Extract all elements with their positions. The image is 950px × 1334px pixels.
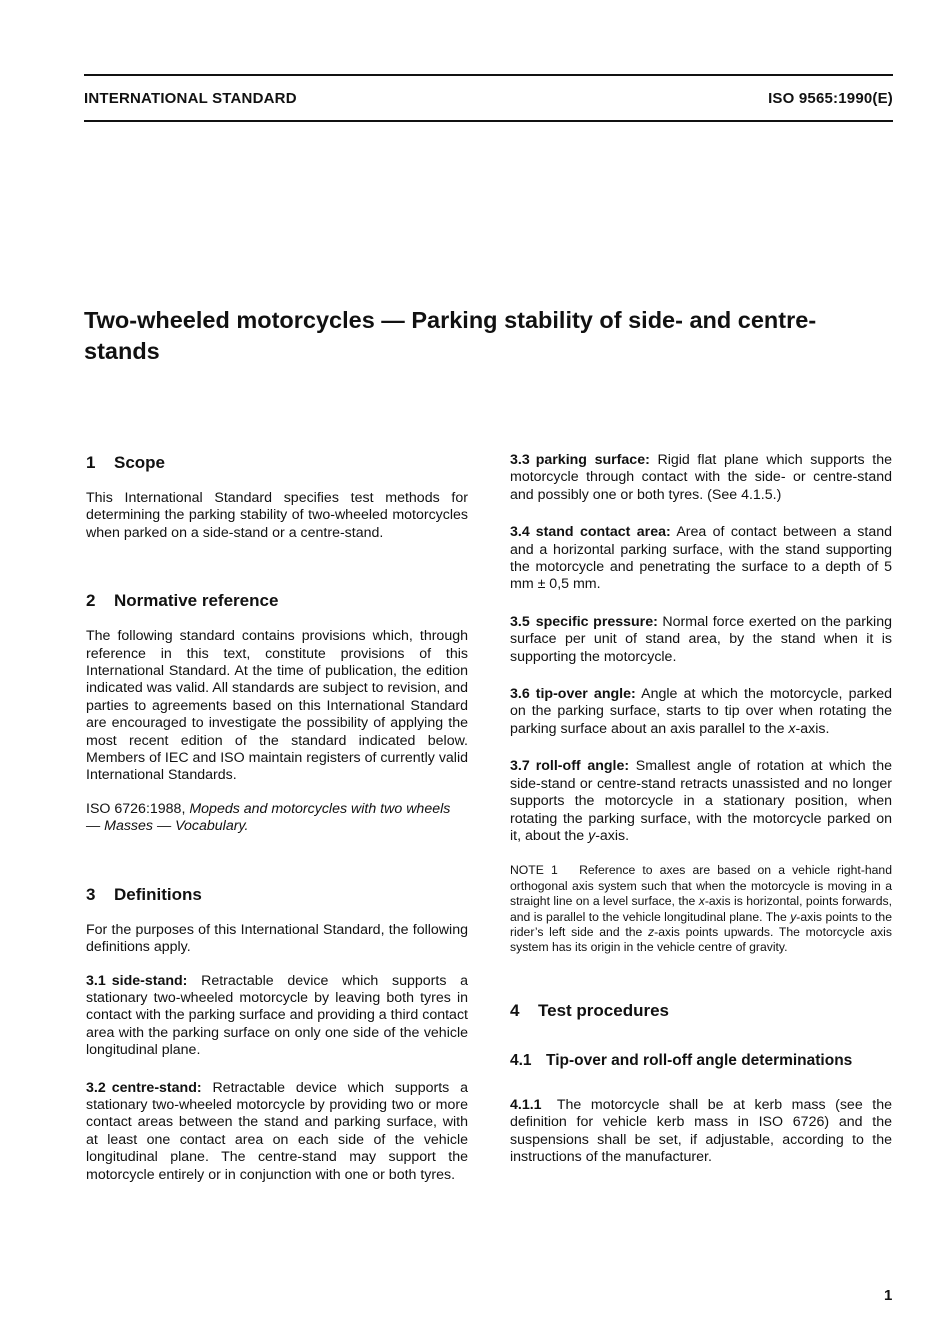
definition-term: specific pressure:: [535, 613, 658, 630]
section-title: Test procedures: [538, 1000, 670, 1020]
note-1: [510, 863, 892, 955]
definition-text: Rigid flat plane which supports the motorcycle through contact with the side- or centre-stand and possibly one or both tyres. (See 4.1.5.): [510, 452, 892, 503]
definition-number: 3.4: [510, 524, 530, 541]
section-title: Normative reference: [114, 591, 279, 611]
document-title: Two-wheeled motorcycles — Parking stability of side- and centre-stands: [84, 307, 817, 364]
definition-3-3: [510, 452, 892, 504]
definition-3-4: [510, 524, 892, 594]
right-column: [510, 452, 892, 1166]
header-left-label: INTERNATIONAL STANDARD: [84, 90, 297, 107]
paragraph-text: The motorcycle shall be at kerb mass (see the definition for vehicle kerb mass in ISO 6726) and the suspensions shall be set, if adjustable, according to the instructions of the manufacturer.: [510, 1096, 892, 1165]
definition-term: centre-stand:: [111, 1079, 202, 1096]
definition-3-7: [510, 758, 892, 845]
definition-number: 3.2: [86, 1079, 106, 1096]
definition-number: 3.3: [510, 452, 530, 468]
note-label: NOTE 1: [510, 863, 558, 878]
header-bottom-rule: [84, 120, 893, 122]
section-number: 4: [510, 1000, 520, 1020]
definition-text: Area of contact between a stand and a horizontal parking surface, with the stand supporting the motorcycle and penetrating the surface to a depth of 5 mm ± 0,5 mm.: [510, 524, 892, 593]
section-number: 1: [86, 453, 96, 472]
scope-paragraph: This International Standard specifies test methods for determining the parking stability of two-wheeled motorcycles when parked on a side-stand or a centre-stand.: [86, 490, 468, 541]
definition-number: 3.5: [510, 613, 530, 630]
note-text: -axis points upwards. The motorcycle axis system has its origin in the vehicle centre of gravity.: [510, 924, 892, 955]
section-number: 2: [86, 591, 96, 611]
definition-term: stand contact area:: [535, 524, 671, 541]
header-standard-id: ISO 9565:1990(E): [768, 90, 893, 107]
note-text: -axis points to the rider’s left side and the: [510, 909, 892, 939]
definition-term: parking surface:: [535, 452, 650, 468]
definition-number: 3.6: [510, 686, 530, 703]
definition-3-5: [510, 614, 892, 666]
definitions-intro: For the purposes of this International Standard, the following definitions apply.: [86, 921, 468, 956]
reference-id: ISO 6726:1988,: [86, 800, 186, 817]
note-text: Reference to axes are based on a vehicle right-hand orthogonal axis system such that when the motorcycle is moving in a straight line on a level surface, the: [510, 863, 892, 909]
axis-symbol: y: [790, 909, 797, 924]
axis-symbol: y: [588, 827, 596, 844]
left-column: [86, 452, 468, 1184]
definition-number: 3.7: [510, 758, 530, 775]
definition-text: Smallest angle of rotation at which the side-stand or centre-stand retracts unassisted and no longer supports the motorcycle in a stationary position, when rotating the parking surface, with the motorcycle parked on it, about the: [510, 758, 892, 844]
section-4-heading: [510, 1000, 892, 1022]
axis-symbol: x: [698, 894, 705, 909]
subsection-title: Tip-over and roll-off angle determinations: [546, 1051, 853, 1069]
axis-symbol: x: [788, 720, 796, 737]
page-number: 1: [884, 1287, 893, 1304]
normative-reference: [86, 801, 468, 836]
definition-text: Angle at which the motorcycle, parked on the parking surface, starts to tip over when rotating the parking surface about an axis parallel to the: [510, 686, 892, 737]
definition-text: Retractable device which supports a stationary two-wheeled motorcycle by providing two or more contact areas between the stand and parking surface, with at least one contact area on each side of the vehicle longitudinal plane. The centre-stand may support the motorcycle entirely or in conjunction with one or both tyres.: [86, 1079, 468, 1183]
subsection-number: 4.1: [510, 1051, 532, 1069]
definition-text: Normal force exerted on the parking surface per unit of stand area, by the stand when it is supporting the motorcycle.: [510, 613, 892, 665]
section-3-heading: [86, 884, 468, 906]
note-text: -axis is horizontal, points forwards, and is parallel to the vehicle longitudinal plane. The: [510, 894, 892, 924]
axis-symbol: z: [648, 924, 655, 939]
section-number: 3: [86, 884, 96, 904]
header-top-rule: [84, 74, 893, 76]
section-2-heading: [86, 590, 468, 612]
section-1-heading: [86, 452, 468, 474]
definition-3-6: [510, 686, 892, 738]
definition-text-end: -axis.: [595, 827, 630, 844]
definition-number: 3.1: [86, 972, 106, 989]
definition-text: Retractable device which supports a stationary two-wheeled motorcycle by leaving both tyres in contact with the parking surface and providing a third contact area with the parking surface on only one side of the vehicle longitudinal plane.: [86, 972, 468, 1059]
definition-3-1: [86, 973, 468, 1060]
section-title: Definitions: [114, 884, 202, 904]
reference-title: Mopeds and motorcycles with two wheels — Masses — Vocabulary.: [86, 800, 451, 835]
normative-paragraph: The following standard contains provisions which, through reference in this text, constitute provisions of this International Standard. At the time of publication, the edition indicated was valid. All standards are subject to revision, and parties to agreements based on this International Standard are encouraged to investigate the possibility of applying the most recent edition of the standard indicated below. Members of IEC and ISO maintain registers of currently valid International Standards.: [86, 628, 468, 784]
definition-text-end: -axis.: [795, 720, 830, 737]
definition-term: side-stand:: [111, 972, 188, 989]
subsection-4-1-heading: [510, 1051, 892, 1071]
definition-term: roll-off angle:: [535, 758, 630, 775]
section-title: Scope: [114, 453, 166, 472]
paragraph-number: 4.1.1: [510, 1096, 542, 1113]
paragraph-4-1-1: [510, 1097, 892, 1167]
definition-term: tip-over angle:: [535, 686, 636, 703]
definition-3-2: [86, 1080, 468, 1184]
